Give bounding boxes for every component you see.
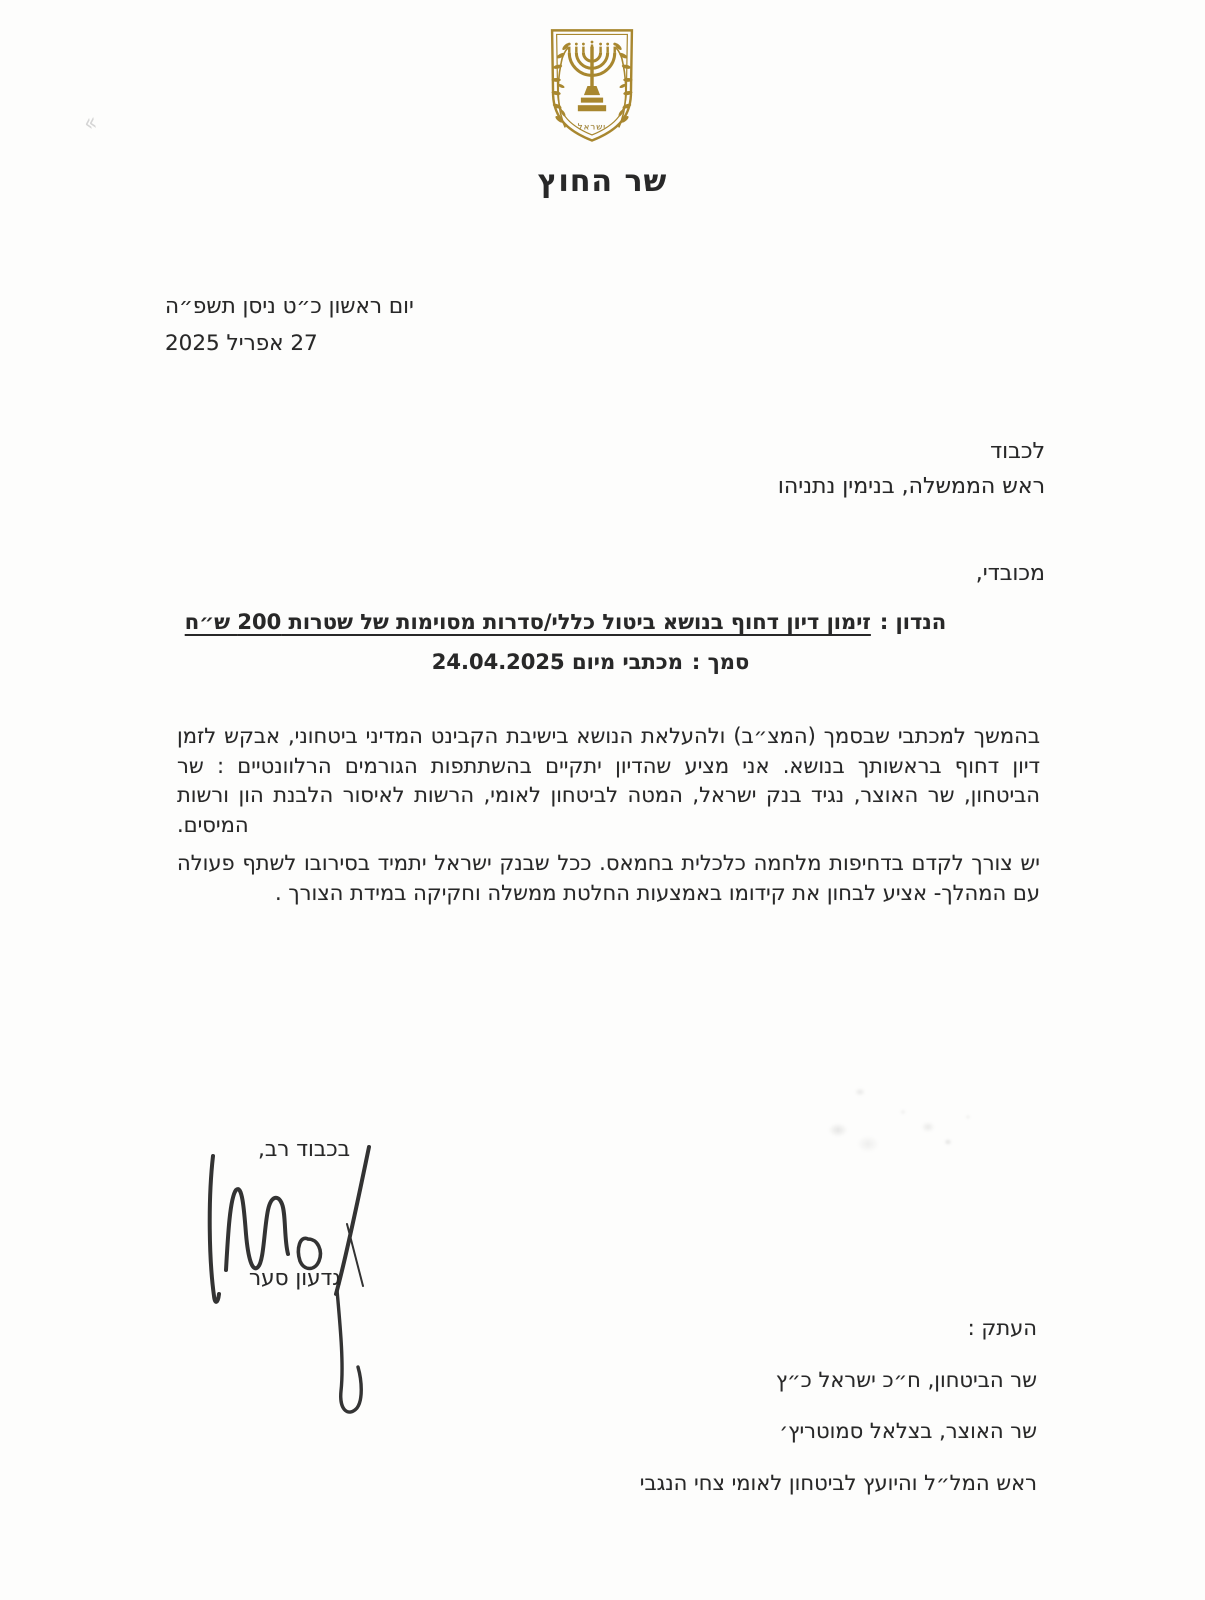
- scan-artifact-mark: «: [80, 105, 100, 139]
- cc-item: שר האוצר, בצלאל סמוטריץ׳: [779, 1419, 1037, 1443]
- cc-block: [640, 1303, 1037, 1509]
- signer-name: גדעון סער: [249, 1266, 342, 1291]
- body-paragraph-1: [177, 722, 1040, 840]
- recipient-honorific: לכבוד: [990, 439, 1045, 464]
- date-hebrew: יום ראשון כ״ט ניסן תשפ״ה: [165, 294, 414, 319]
- date-gregorian: 27 אפריל 2025: [165, 331, 318, 356]
- salutation: מכובדי,: [975, 561, 1045, 586]
- date-block: [165, 288, 485, 362]
- reference-label: סמך :: [691, 650, 750, 674]
- recipient-name: ראש הממשלה, בנימין נתניהו: [777, 474, 1045, 499]
- paragraph-line: עם המהלך- אציע לבחון את קידומו באמצעות החלטת ממשלה וחקיקה במידת הצורך .: [274, 880, 1040, 905]
- paragraph-line: המיסים.: [177, 812, 249, 837]
- cc-label: העתק :: [967, 1316, 1037, 1340]
- cc-item: ראש המל״ל והיועץ לביטחון לאומי צחי הנגבי: [639, 1470, 1037, 1495]
- subject-line: [0, 610, 1168, 634]
- paragraph-line: בהמשך למכתבי שבסמך (המצ״ב) ולהעלאת הנושא בישיבת הקבינט המדיני ביטחוני, אבקש לזמן: [177, 724, 1040, 748]
- paragraph-line: יש צורך לקדם בדחיפות מלחמה כלכלית בחמאס. ככל שבנק ישראל יתמיד בסירובו לשתף פעולה: [177, 851, 1040, 875]
- body-paragraph-2: [177, 849, 1040, 908]
- paragraph-line: הביטחון, שר האוצר, נגיד בנק ישראל, המטה לביטחון לאומי, הרשות לאיסור הלבנת הון ורשות: [177, 783, 1040, 807]
- closing-regards: בכבוד רב,: [258, 1137, 351, 1162]
- state-emblem-icon: [544, 26, 640, 150]
- subject-text: זימון דיון דחוף בנושא ביטול כללי/סדרות מסוימות של שטרות 200 ש״ח: [184, 610, 871, 634]
- page-title: שר החוץ: [537, 164, 668, 199]
- recipient-block: [778, 434, 1045, 504]
- cc-item: שר הביטחון, ח״כ ישראל כ״ץ: [775, 1367, 1037, 1392]
- reference-text: מכתבי מיום 24.04.2025: [431, 650, 683, 674]
- subject-label: הנדון :: [879, 610, 947, 634]
- emblem-israel-label: ישראל: [577, 122, 607, 133]
- scan-smudge: [808, 1072, 1018, 1164]
- paragraph-line: דיון דחוף בראשותך בנושא. אני מציע שהדיון יתקיים בהשתתפות הגורמים הרלוונטיים : שר: [177, 753, 1040, 778]
- reference-line: [0, 650, 1193, 674]
